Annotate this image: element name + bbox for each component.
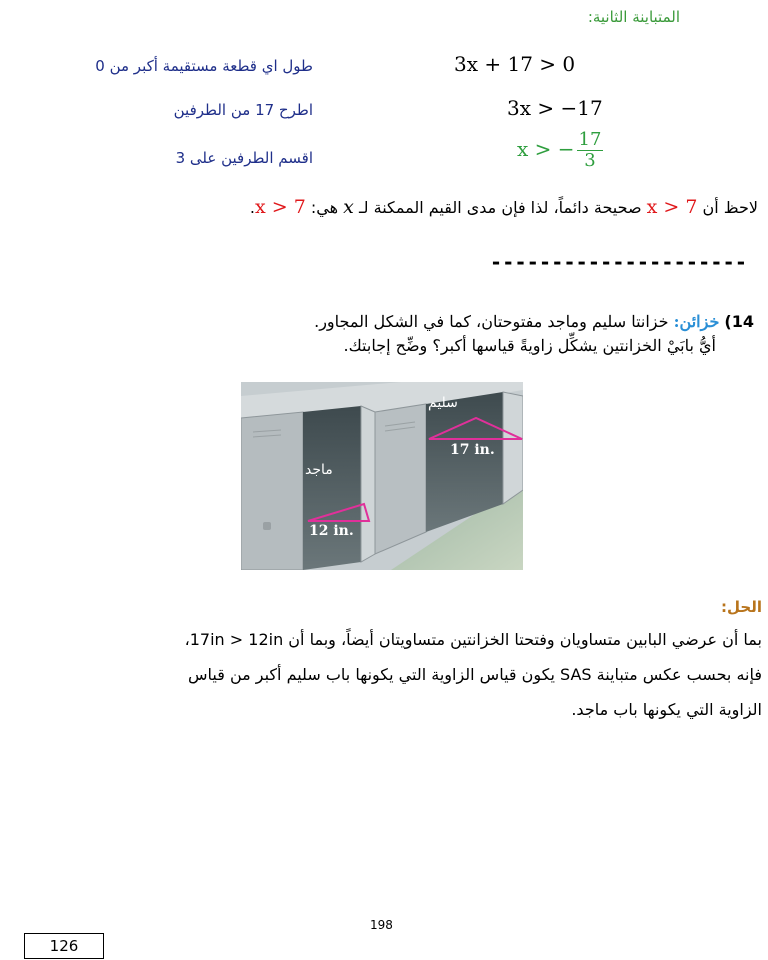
locker-illustration (241, 382, 523, 570)
problem-line-1 (314, 310, 754, 334)
locker-middle (375, 404, 426, 554)
problem-text-1: خزانتا سليم وماجد مفتوحتان، كما في الشكل المجاور. (314, 312, 669, 331)
label-majed: ماجد (305, 462, 333, 478)
problem-14 (314, 310, 754, 358)
dimension-salim: 17 in. (450, 442, 495, 458)
step1-description: طول اي قطعة مستقيمة أكبر من 0 (95, 57, 313, 75)
step2-description: اطرح 17 من الطرفين (173, 101, 313, 119)
locker-left-handle (263, 522, 271, 530)
step3-description: اقسم الطرفين على 3 (175, 149, 313, 167)
dimension-majed: 12 in. (309, 523, 354, 539)
step2-math: 3x > −17 (507, 96, 603, 120)
locker-majed-interior (303, 406, 361, 570)
separator-dashes: --------------------- (490, 250, 748, 274)
note-text-4: . (249, 198, 255, 217)
problem-number: 14) (724, 312, 754, 331)
step1-math: 3x + 17 > 0 (454, 52, 576, 76)
solution-body (6, 622, 762, 727)
note-variable: x (343, 196, 354, 218)
note-inequality-2: x > 7 (255, 196, 306, 218)
fraction (577, 130, 604, 171)
solution-title: الحل: (721, 598, 762, 616)
solution-line-3: الزاوية التي يكونها باب ماجد. (571, 700, 762, 719)
note-line (250, 196, 758, 218)
section-title: المتباينة الثانية: (587, 8, 680, 26)
solution-line-2: فإنه بحسب عكس متباينة SAS يكون قياس الزاوية التي يكونها باب سليم أكبر من قياس (187, 665, 762, 684)
fraction-denominator: 3 (584, 150, 596, 171)
step3-lhs: x > − (517, 137, 575, 161)
step3-math (517, 130, 603, 171)
note-text-2: صحيحة دائماً، لذا فإن مدى القيم الممكنة لـ (353, 198, 647, 217)
note-text-1: لاحظ أن (697, 198, 758, 217)
locker-salim-door (503, 392, 523, 504)
page-number-center: 198 (370, 918, 393, 932)
note-inequality-1: x > 7 (646, 196, 698, 218)
note-text-3: هي: (305, 198, 344, 217)
solution-line-1: بما أن عرضي البابين متساويان وفتحتا الخزانتين متساويتان أيضاً، وبما أن 17in > 12in، (184, 630, 762, 649)
problem-line-2: أيُّ بابَيْ الخزانتين يشكِّل زاويةً قياسها أكبر؟ وضِّح إجابتك. (343, 336, 716, 355)
page-number-box: 126 (24, 933, 104, 959)
fraction-numerator: 17 (578, 129, 602, 150)
label-salim: سليم (428, 395, 458, 411)
locker-figure (241, 382, 523, 570)
problem-label: خزائن: (673, 312, 720, 331)
locker-majed-door (361, 406, 375, 562)
